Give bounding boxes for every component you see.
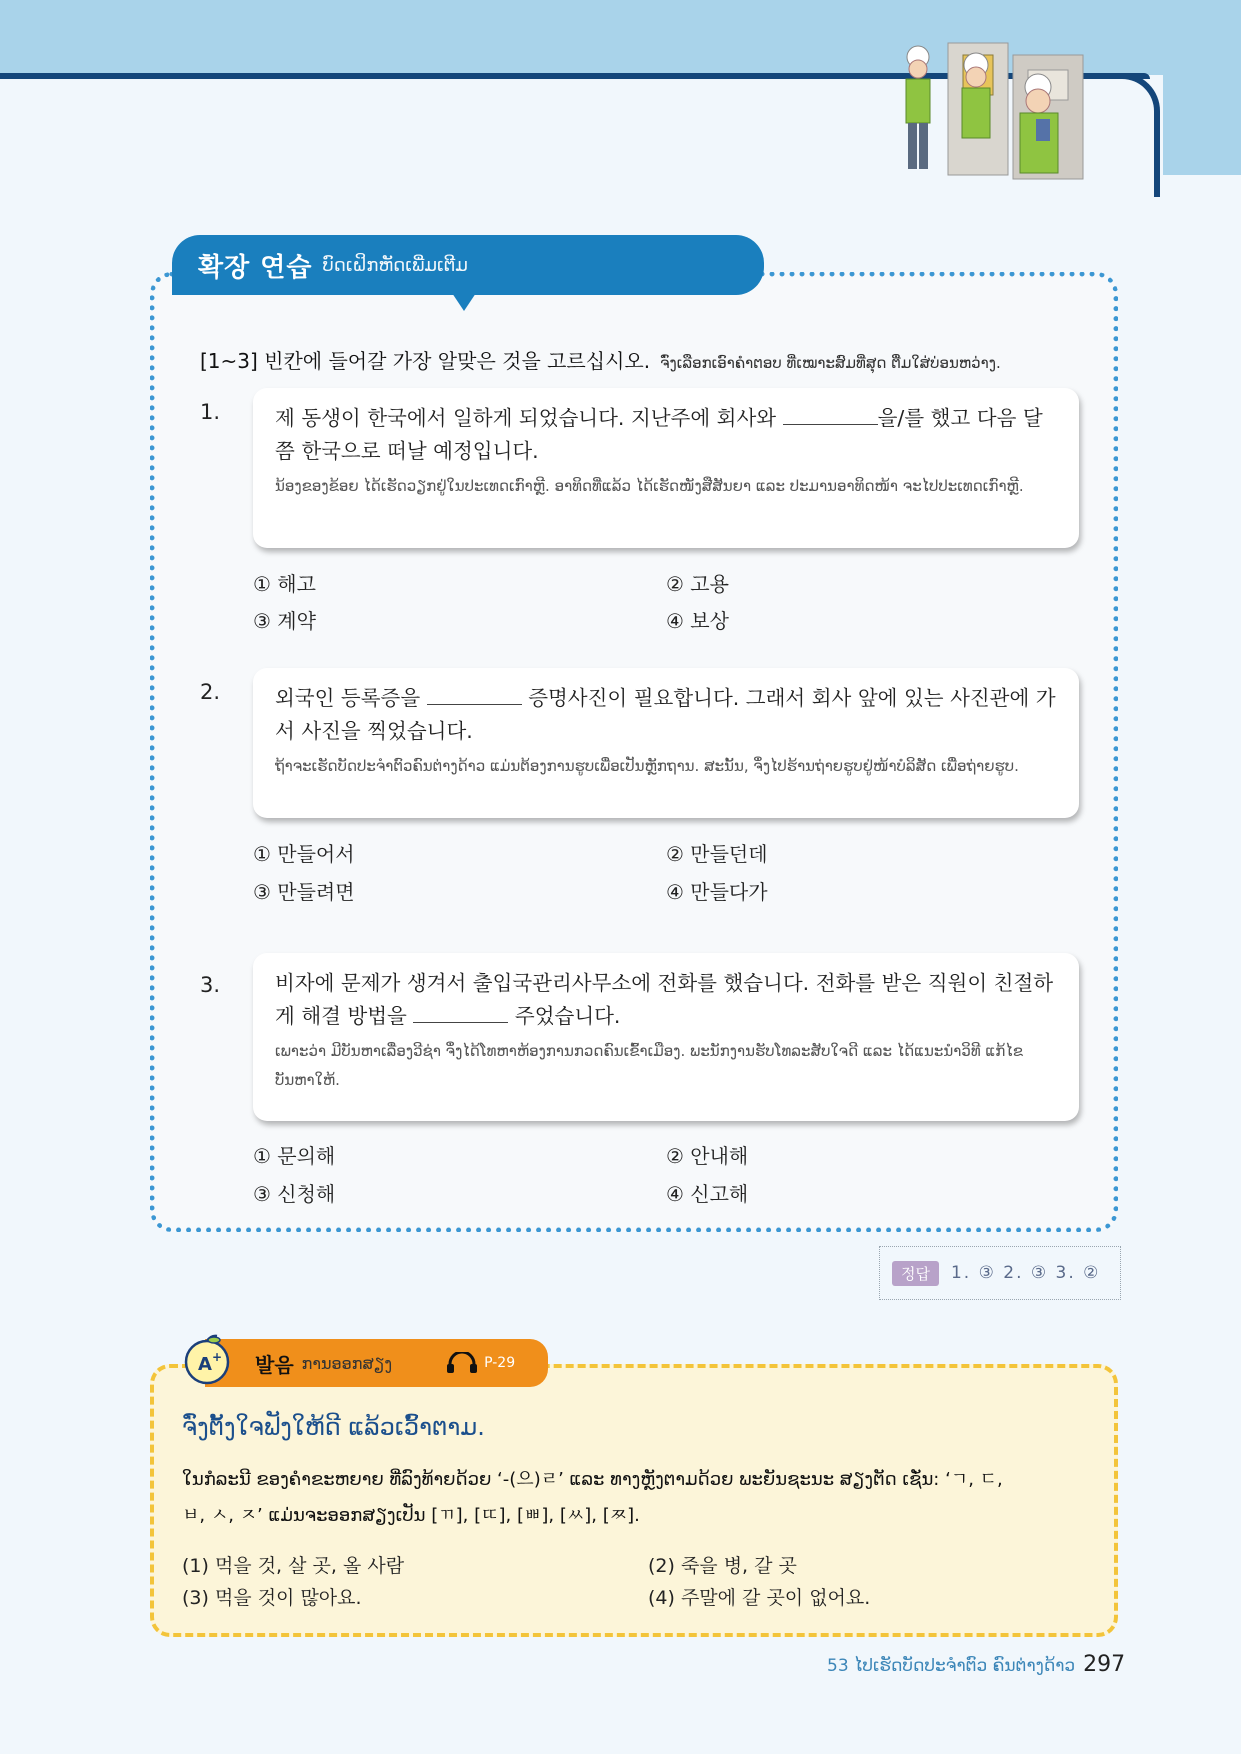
answer-key bbox=[879, 1246, 1121, 1300]
instruction-lao: ຈົ່ງເລືອກເອົາຄຳຕອບ ທີ່ເໝາະສົມທີ່ສຸດ ຕື່ມໃສ່ບ່ອນຫວ່າງ. bbox=[660, 354, 1001, 372]
question-card bbox=[253, 953, 1079, 1121]
page-number: 297 bbox=[1083, 1652, 1126, 1677]
question-text bbox=[275, 967, 1057, 1033]
question-text-b: 게 해결 방법을 bbox=[275, 1004, 407, 1028]
audio-track-ref[interactable]: P-29 bbox=[484, 1355, 516, 1371]
header-rule-curve bbox=[1115, 73, 1160, 197]
page-footer bbox=[827, 1652, 1125, 1677]
option[interactable]: ③ 계약 bbox=[253, 609, 316, 633]
question-text-b: 을/를 했고 다음 달 bbox=[877, 406, 1043, 430]
option[interactable]: ① 해고 bbox=[253, 572, 316, 596]
question-text bbox=[275, 682, 1057, 748]
question-text-c: 주었습니다. bbox=[514, 1004, 621, 1028]
pronunciation-example: (4) 주말에 갈 곳이 없어요. bbox=[648, 1587, 871, 1609]
pronunciation-example: (2) 죽을 병, 갈 곳 bbox=[648, 1555, 797, 1577]
pronunciation-example: (1) 먹을 것, 살 곳, 올 사람 bbox=[182, 1555, 405, 1577]
question-number: 2. bbox=[200, 680, 221, 704]
answer-blank bbox=[413, 1002, 508, 1023]
question-text-c: 쯤 한국으로 떠날 예정입니다. bbox=[275, 439, 539, 463]
question-translation: ນ້ອງຂອງຂ້ອຍ ໄດ້ເຮັດວຽກຢູ່ໃນປະເທດເກົາຫຼີ. ອາທິດທີ່ແລ້ວ ໄດ້ເຮັດໜັງສືສັນຍາ ແລະ ປະມານອາທິດໜ້າ ຈະໄປປະເທດເກົາຫຼີ. bbox=[275, 477, 1024, 495]
instruction-ko: [1~3] 빈칸에 들어갈 가장 알맞은 것을 고르십시오. bbox=[200, 349, 651, 373]
question-translation: ຖ້າຈະເຮັດບັດປະຈຳຕົວຄົນຕ່າງດ້າວ ແມ່ນຕ້ອງການຮູບເພື່ອເປັນຫຼັກຖານ. ສະນັ້ນ, ຈຶ່ງໄປຮ້ານຖ່າຍຮູບຢູ່ໜ້າບໍລິສັດ ເພື່ອຖ່າຍຮູບ. bbox=[275, 757, 1019, 775]
question-text-a: 제 동생이 한국에서 일하게 되었습니다. 지난주에 회사와 bbox=[275, 406, 777, 430]
pronunciation-tab bbox=[205, 1339, 548, 1387]
question-card bbox=[253, 388, 1079, 548]
answer-text: 1. ③ 2. ③ 3. ② bbox=[950, 1263, 1101, 1283]
chapter-title: 53 ໄປເຮັດບັດປະຈຳຕົວ ຄົນຕ່າງດ້າວ bbox=[827, 1656, 1076, 1676]
header-band-right bbox=[1163, 0, 1241, 175]
answer-blank bbox=[427, 684, 522, 705]
headphone-icon[interactable] bbox=[446, 1352, 478, 1374]
practice-title: 확장 연습 bbox=[198, 252, 313, 283]
option[interactable]: ② 안내해 bbox=[666, 1144, 749, 1168]
pronunciation-description-line: ㅂ, ㅅ, ㅈ’ ແມ່ນຈະອອກສຽງເປັນ [ㄲ], [ㄸ], [ㅃ], [ㅆ], [ㅉ]. bbox=[182, 1505, 640, 1526]
option[interactable]: ④ 만들다가 bbox=[666, 880, 768, 904]
pronunciation-title: 발음 bbox=[255, 1352, 294, 1377]
instruction bbox=[200, 345, 1001, 374]
option[interactable]: ③ 신청해 bbox=[253, 1182, 336, 1206]
question-text bbox=[275, 402, 1057, 468]
question-text-b: 증명사진이 필요합니다. 그래서 회사 앞에 있는 사진관에 가 bbox=[528, 686, 1056, 710]
pronunciation-subtitle: ການອອກສຽງ bbox=[301, 1353, 393, 1373]
option[interactable]: ④ 보상 bbox=[666, 609, 729, 633]
option[interactable]: ④ 신고해 bbox=[666, 1182, 749, 1206]
svg-text:+: + bbox=[212, 1350, 223, 1364]
question-number: 1. bbox=[200, 400, 221, 424]
pronunciation-description bbox=[182, 1462, 1082, 1534]
option[interactable]: ③ 만들려면 bbox=[253, 880, 355, 904]
question-translation: ເພາະວ່າ ມີບັນຫາເລື່ອງວີຊ່າ ຈຶ່ງໄດ້ໂທຫາຫ້ອງການກວດຄົນເຂົ້າເມືອງ. ພະນັກງານຮັບໂທລະສັບໃຈດີ ແລະ ໄດ້ແນະນຳວິທີ ແກ້ໄຂບັນຫາໃຫ້. bbox=[275, 1042, 1023, 1089]
pronunciation-example: (3) 먹을 것이 많아요. bbox=[182, 1587, 362, 1609]
question-text-c: 서 사진을 찍었습니다. bbox=[275, 719, 473, 743]
answer-label: 정답 bbox=[892, 1261, 939, 1286]
pronunciation-description-line: ໃນກໍລະນີ ຂອງຄຳຂະຫຍາຍ ທີ່ລົງທ້າຍດ້ວຍ ‘-(으)ㄹ’ ແລະ ທາງຫຼັງຕາມດ້ວຍ ພະຍັນຊະນະ ສຽງຕັດ ເຊັ່ນ: ‘ㄱ, ㄷ, bbox=[182, 1469, 1003, 1490]
workers-illustration bbox=[888, 35, 1096, 183]
apple-a-plus-icon bbox=[181, 1333, 233, 1385]
answer-blank bbox=[783, 404, 878, 425]
question-number: 3. bbox=[200, 973, 221, 997]
option[interactable]: ② 만들던데 bbox=[666, 842, 768, 866]
pronunciation-heading: ຈົ່ງຕັ້ງໃຈຟັງໃຫ້ດີ ແລ້ວເວົ້າຕາມ. bbox=[182, 1413, 485, 1441]
svg-text:A: A bbox=[198, 1354, 212, 1375]
option[interactable]: ② 고용 bbox=[666, 572, 729, 596]
question-text-a: 외국인 등록증을 bbox=[275, 686, 421, 710]
option[interactable]: ① 만들어서 bbox=[253, 842, 355, 866]
question-text-a: 비자에 문제가 생겨서 출입국관리사무소에 전화를 했습니다. 전화를 받은 직원이 친절하 bbox=[275, 971, 1054, 995]
option[interactable]: ① 문의해 bbox=[253, 1144, 336, 1168]
practice-tab bbox=[172, 235, 764, 295]
practice-subtitle: ບົດເຝິກຫັດເພີ່ມເຕີມ bbox=[322, 254, 468, 276]
question-card bbox=[253, 668, 1079, 818]
